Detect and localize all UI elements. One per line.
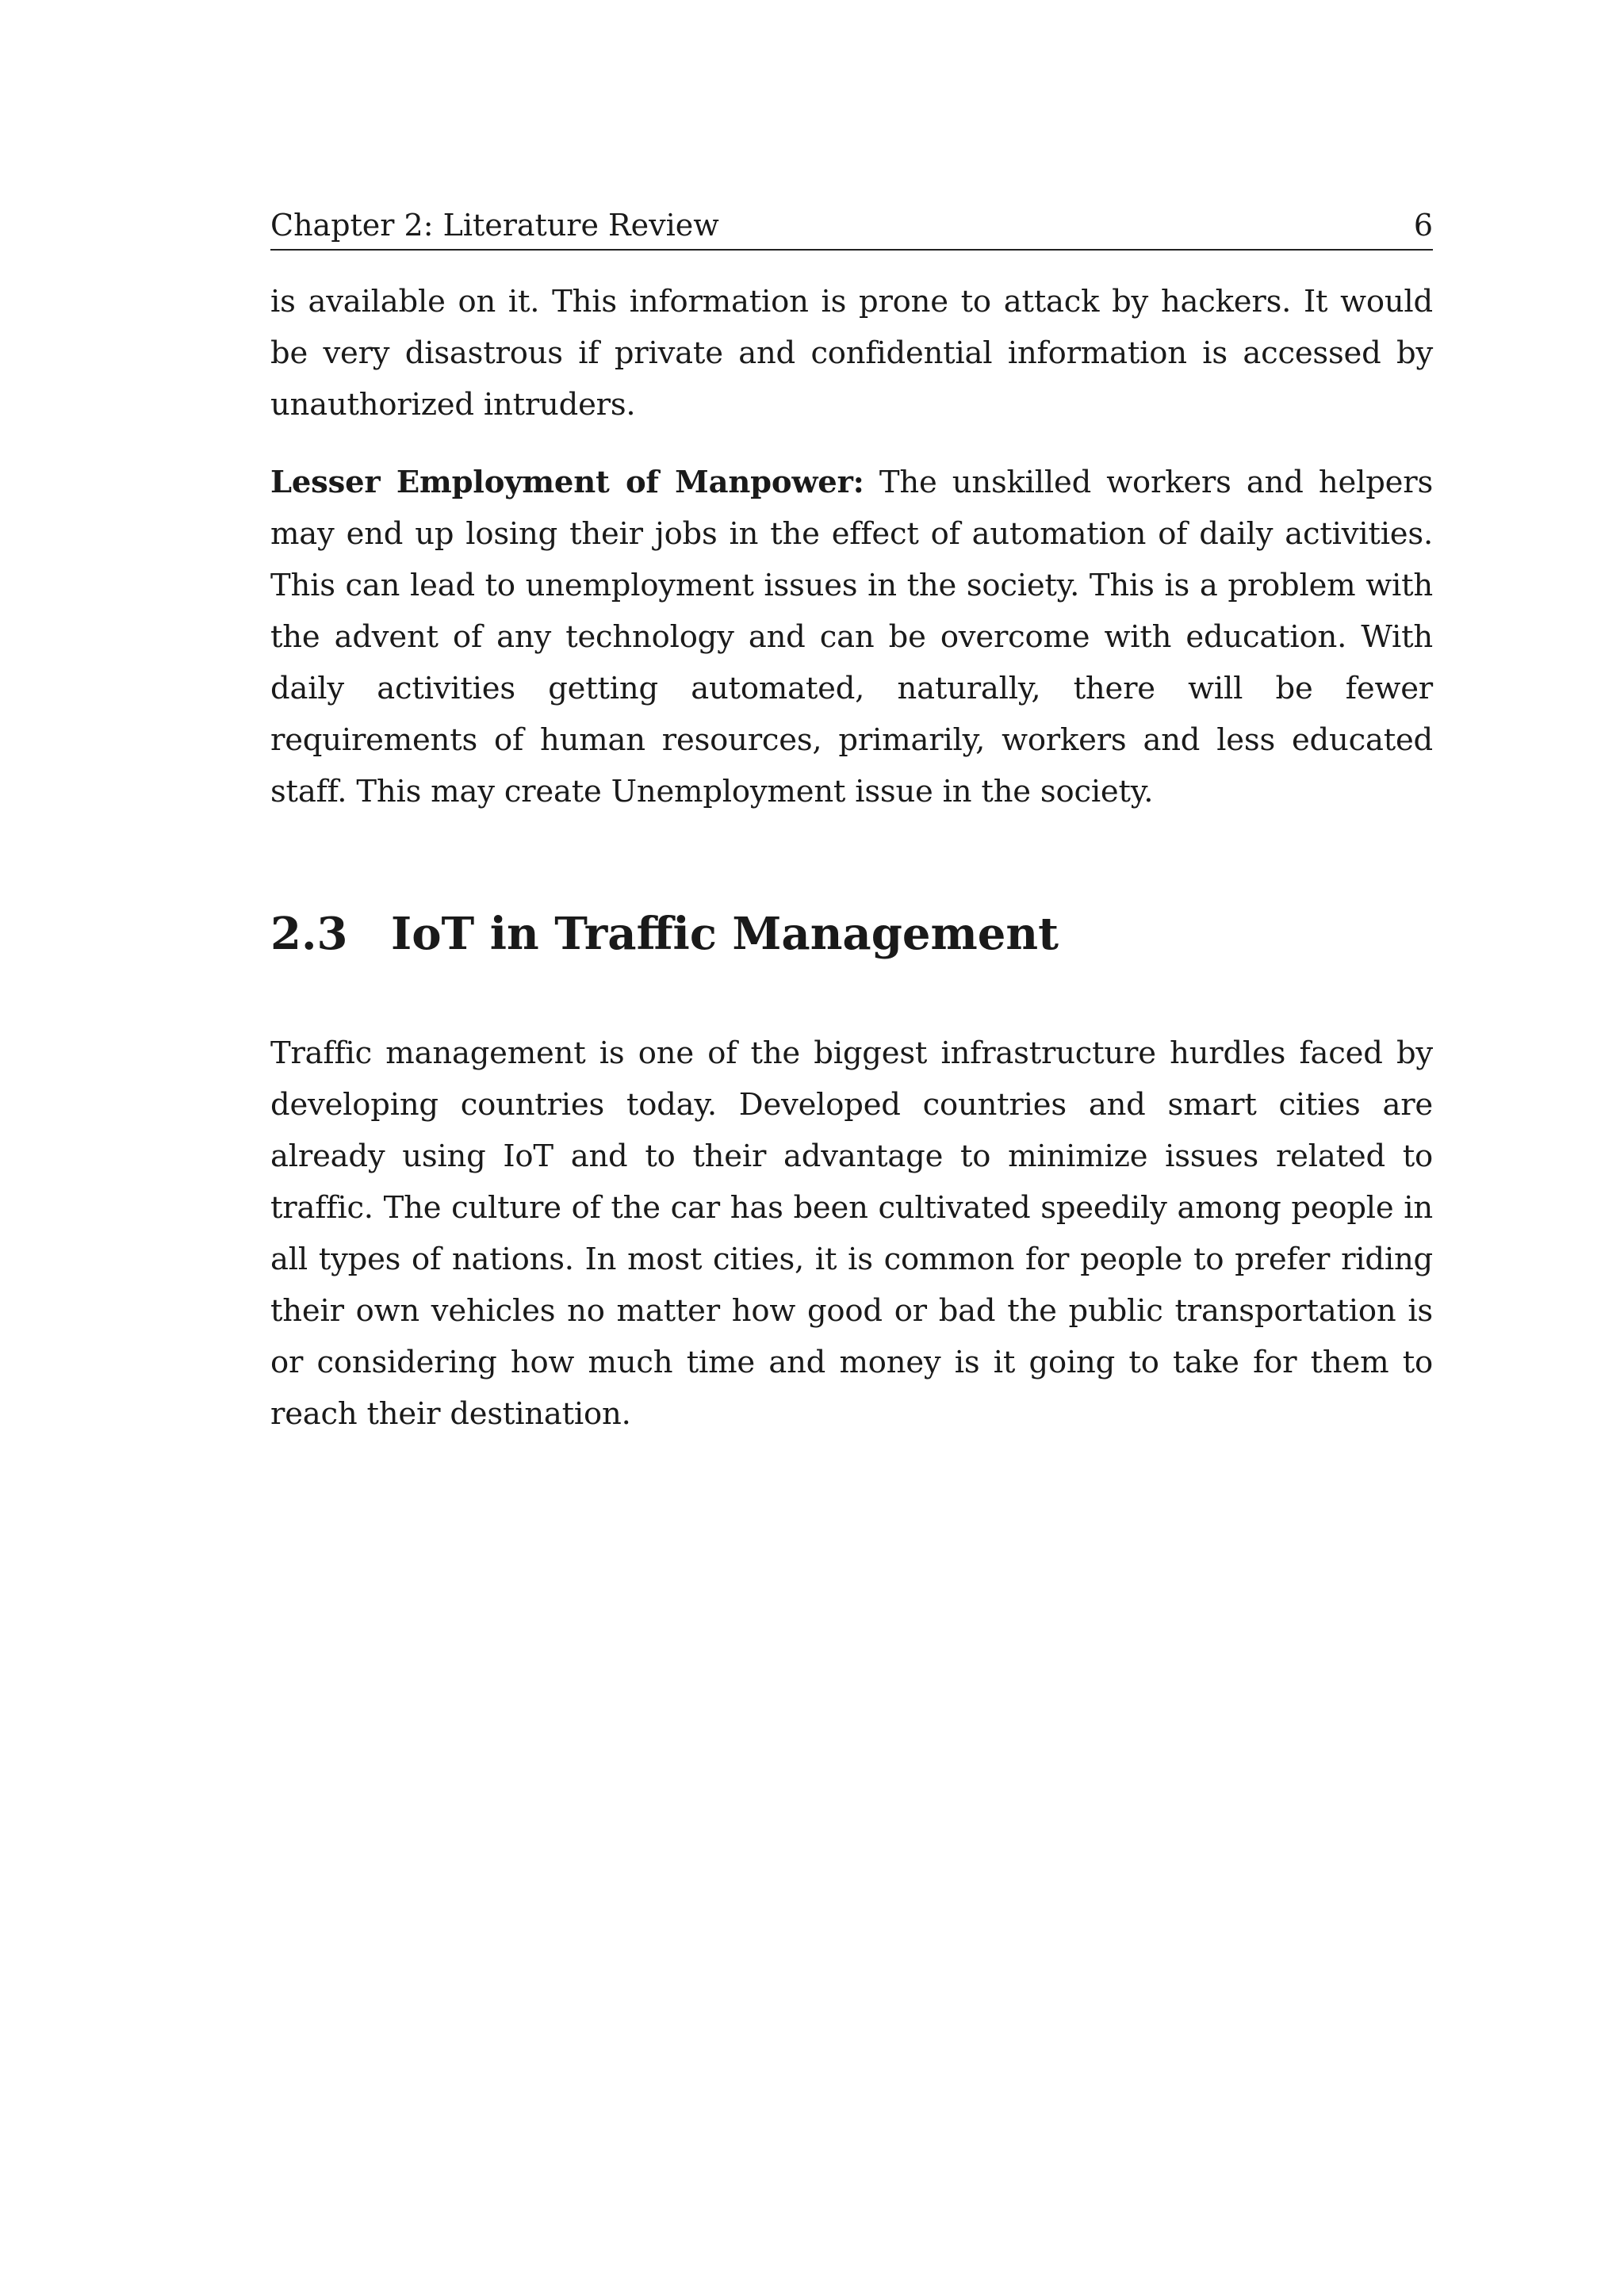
paragraph-traffic: Traffic management is one of the biggest infrastructure hurdles faced by developing countries today. Developed countries and smart cities are already using IoT and to their advantage to minimize issues related to traffic. The culture of the car has been cultivated speedily among people in all types of nations. In most cities, it is common for people to prefer riding their own vehicles no matter how good or bad the public transportation is or considering how much time and money is it going to take for them to reach their destination. xyxy=(270,1035,1433,1432)
section-heading xyxy=(270,906,1433,962)
paragraph-continued: is available on it. This information is prone to attack by hackers. It would be very disastrous if private and confidential information is accessed by unauthorized intruders. xyxy=(270,284,1433,423)
chapter-title: Chapter 2: Literature Review xyxy=(270,208,719,243)
page-content xyxy=(270,205,1433,1440)
section-number: 2.3 xyxy=(270,908,348,960)
section-title: IoT in Traffic Management xyxy=(391,908,1059,960)
paragraph-lead-term: Lesser Employment of Manpower: xyxy=(270,465,864,500)
page-number: 6 xyxy=(1413,208,1433,243)
running-header xyxy=(270,205,1433,251)
paragraph-manpower xyxy=(270,457,1433,817)
paragraph-manpower-text: The unskilled workers and helpers may end up losing their jobs in the effect of automation of daily activities. This can lead to unemployment issues in the society. This is a problem with the advent of any technology and can be overcome with education. With daily activities getting automated, naturally, there will be fewer requirements of human resources, primarily, workers and less educated staff. This may create Unemployment issue in the society. xyxy=(270,465,1434,809)
